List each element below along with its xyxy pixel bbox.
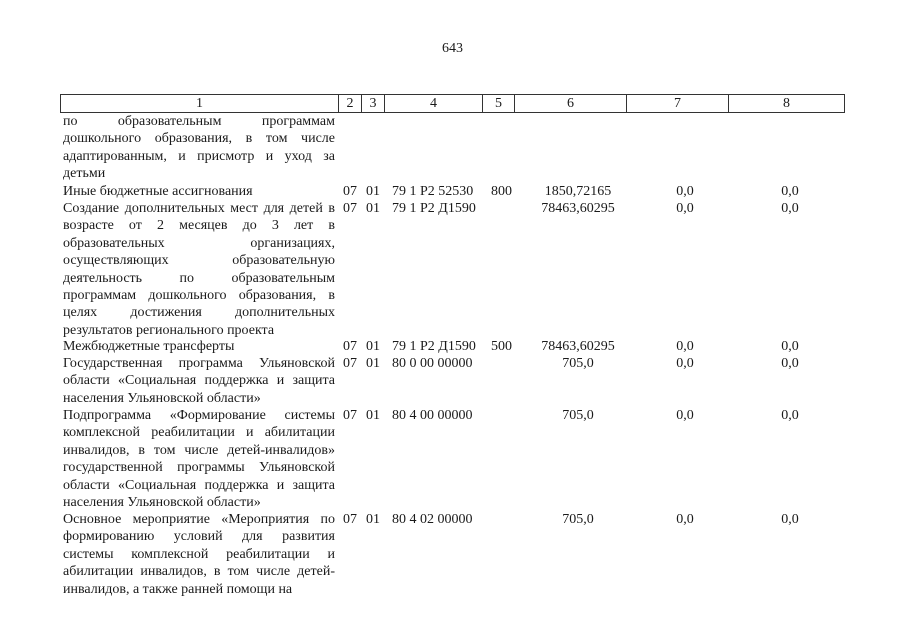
row-description: Подпрограмма «Формирование системы комплексной реабилитации и абилитации инвалидов, в том числе детей-инвалидов» государственной программы Ульяновской области «Социальная поддержка и защита населения Ульяновской области» [63,408,335,511]
target-article-code: 80 4 02 00000 [392,512,473,527]
subsection-code: 01 [366,184,380,199]
amount-col7: 0,0 [676,512,694,527]
amount-col6: 705,0 [562,512,594,527]
column-header-4: 4 [385,95,483,113]
page-number: 643 [442,41,463,56]
subsection-code: 01 [366,356,380,371]
amount-col6: 705,0 [562,356,594,371]
amount-col7: 0,0 [676,408,694,423]
amount-col7: 0,0 [676,184,694,199]
amount-col8: 0,0 [781,356,799,371]
section-code: 07 [343,408,357,423]
section-code: 07 [343,201,357,216]
amount-col8: 0,0 [781,408,799,423]
column-header-5: 5 [483,95,515,113]
section-code: 07 [343,184,357,199]
subsection-code: 01 [366,201,380,216]
amount-col7: 0,0 [676,201,694,216]
target-article-code: 79 1 Р2 Д1590 [392,339,476,354]
row-description: Государственная программа Ульяновской области «Социальная поддержка и защита населения Ульяновской области» [63,356,335,406]
amount-col7: 0,0 [676,356,694,371]
subsection-code: 01 [366,339,380,354]
amount-col7: 0,0 [676,339,694,354]
amount-col8: 0,0 [781,201,799,216]
row-description: Межбюджетные трансферты [63,339,235,354]
expense-type-code: 800 [491,184,512,199]
section-code: 07 [343,339,357,354]
target-article-code: 79 1 Р2 Д1590 [392,201,476,216]
amount-col8: 0,0 [781,184,799,199]
amount-col6: 705,0 [562,408,594,423]
amount-col8: 0,0 [781,512,799,527]
row-description: Основное мероприятие «Мероприятия по формированию условий для развития системы комплексной реабилитации и абилитации инвалидов, в том числе детей-инвалидов, а также ранней помощи на [63,512,335,597]
section-code: 07 [343,512,357,527]
target-article-code: 79 1 Р2 52530 [392,184,474,199]
column-header-2: 2 [339,95,362,113]
column-header-1: 1 [61,95,339,113]
section-code: 07 [343,356,357,371]
amount-col6: 78463,60295 [541,201,615,216]
column-header-3: 3 [362,95,385,113]
column-header-6: 6 [515,95,627,113]
row-description: по образовательным программам дошкольного образования, в том числе адаптированным, и присмотр и уход за детьми [63,114,335,182]
column-header-8: 8 [729,95,845,113]
subsection-code: 01 [366,408,380,423]
subsection-code: 01 [366,512,380,527]
target-article-code: 80 4 00 00000 [392,408,473,423]
amount-col8: 0,0 [781,339,799,354]
row-description: Создание дополнительных мест для детей в возрасте от 2 месяцев до 3 лет в образовательных организациях, осуществляющих образовательную деятельность по образовательным программам дошкольного образования, в целях достижения дополнительных результатов регионального проекта [63,201,335,338]
row-description: Иные бюджетные ассигнования [63,184,253,199]
target-article-code: 80 0 00 00000 [392,356,473,371]
expense-type-code: 500 [491,339,512,354]
column-header-7: 7 [627,95,729,113]
amount-col6: 78463,60295 [541,339,615,354]
amount-col6: 1850,72165 [544,184,612,199]
